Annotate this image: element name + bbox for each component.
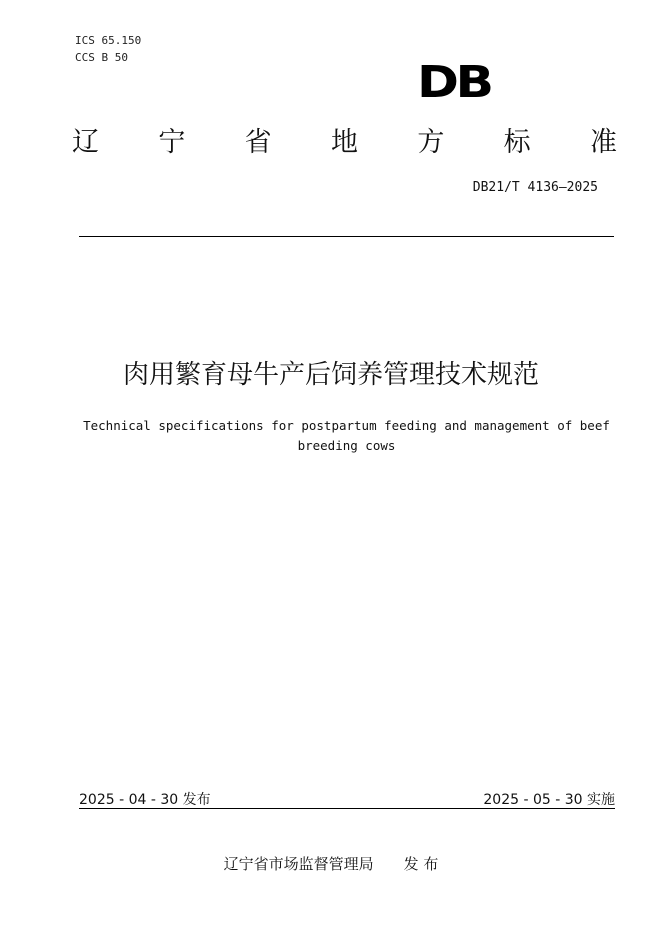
publisher-line	[0, 853, 662, 874]
classification-char: 地	[330, 127, 358, 158]
classification-char: 标	[503, 127, 531, 158]
ccs-code: CCS B 50	[75, 51, 128, 64]
footer-divider	[79, 808, 615, 809]
issue-date: 2025 - 04 - 30 发布	[79, 792, 211, 808]
publisher-action: 发 布	[403, 855, 439, 873]
ics-code: ICS 65.150	[75, 34, 142, 47]
classification-char: 准	[589, 127, 617, 158]
title-chinese: 肉用繁育母牛产后饲养管理技术规范	[122, 360, 539, 390]
implementation-date: 2025 - 05 - 30 实施	[483, 792, 615, 808]
title-english: Technical specifications for postpartum feeding and management of beef breeding cows	[83, 418, 610, 453]
publisher-name: 辽宁省市场监督管理局	[223, 855, 374, 873]
standard-number: DB21/T 4136—2025	[472, 180, 598, 195]
classification-char: 省	[244, 127, 272, 158]
db-logo: DB	[417, 57, 491, 108]
classification-char: 辽	[72, 127, 99, 158]
standard-classification	[72, 126, 617, 160]
header-divider	[79, 236, 614, 237]
classification-char: 方	[417, 127, 445, 158]
classification-char: 宁	[158, 127, 186, 158]
ics-ccs-codes	[75, 32, 141, 66]
